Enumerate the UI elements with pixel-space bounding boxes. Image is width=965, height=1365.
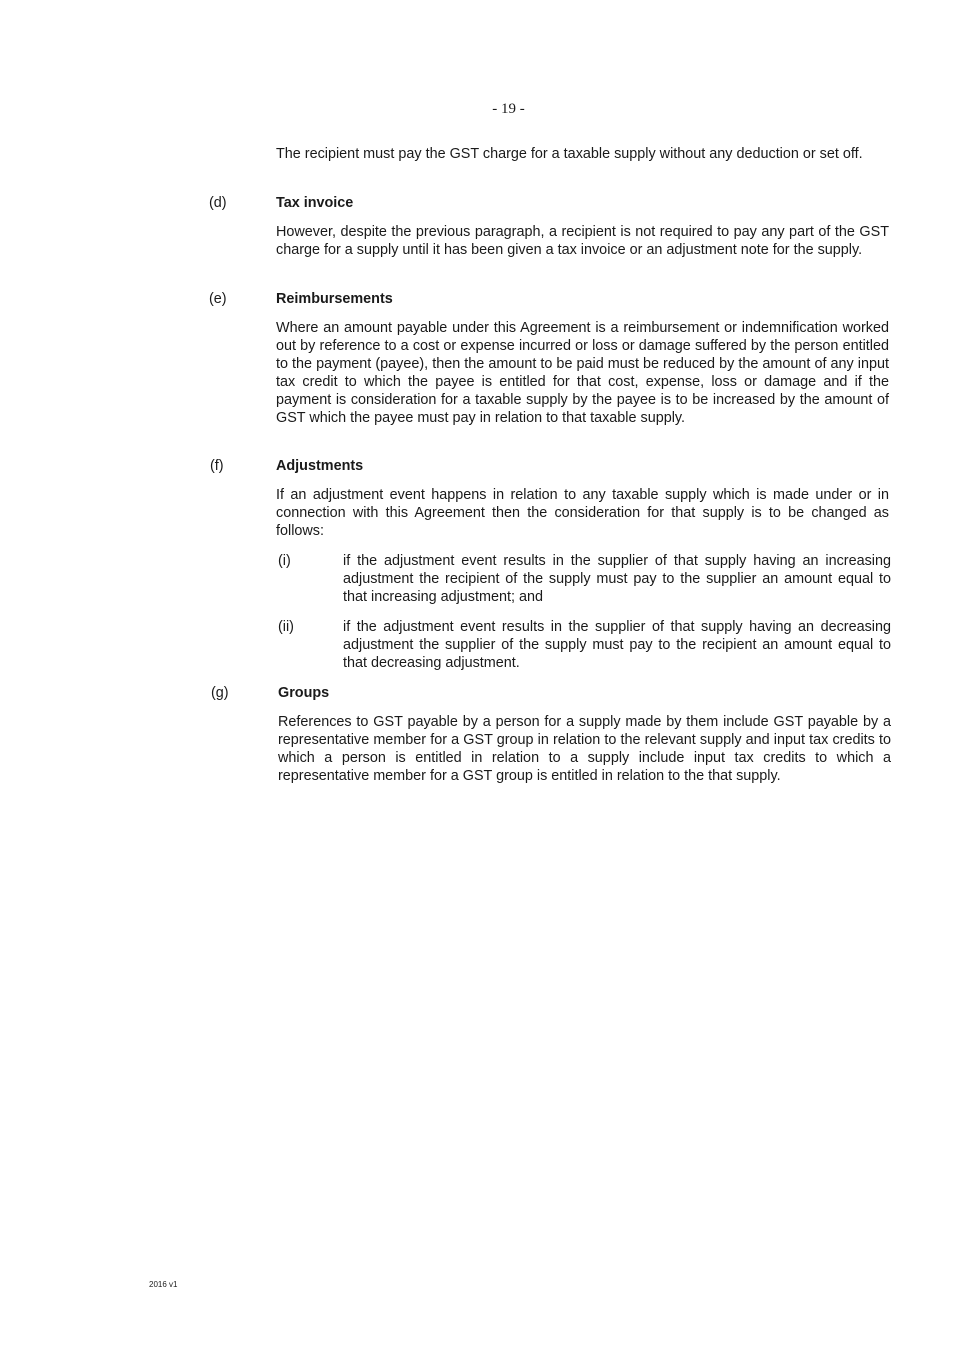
clause-e-label: (e) — [209, 291, 227, 307]
clause-d-label: (d) — [209, 195, 227, 211]
clause-f-item-1-label: (i) — [278, 553, 291, 569]
clause-f-label: (f) — [210, 458, 224, 474]
clause-d-text: However, despite the previous paragraph, a recipient is not required to pay any part of the GST charge for a supply until it has been given a tax invoice or an adjustment note for the supply. — [276, 224, 889, 258]
clause-g-label: (g) — [211, 685, 229, 701]
clause-f-item-2-text: if the adjustment event results in the supplier of that supply having an decreasing adjustment the supplier of the supply must pay to the recipient an amount equal to that decreasing adjustment. — [343, 619, 891, 671]
clause-f-heading: Adjustments — [276, 458, 364, 474]
footer-version: 2016 v1 — [149, 1280, 178, 1289]
clause-f-text: If an adjustment event happens in relation to any taxable supply which is made under or in connection with this Agreement then the consideration for that supply is to be changed as follows: — [276, 487, 889, 539]
clause-g-heading: Groups — [278, 685, 330, 701]
clause-d-heading: Tax invoice — [276, 195, 354, 211]
clause-e-heading: Reimbursements — [276, 291, 393, 307]
clause-f-item-2-label: (ii) — [278, 619, 294, 635]
clause-g-text: References to GST payable by a person for a supply made by them include GST payable by a representative member for a GST group in relation to the relevant supply and input tax credits to which a person is entitled in relation to a supply include input tax credits to which a representative member for a GST group is entitled in relation to the that supply. — [278, 714, 891, 784]
page-number: - 19 - — [492, 101, 525, 117]
clause-e-text: Where an amount payable under this Agreement is a reimbursement or indemnification worked out by reference to a cost or expense incurred or loss or damage suffered by the person entitled to the payment (payee), then the amount to be paid must be reduced by the amount of any input tax credit to which the payee is entitled for that cost, expense, loss or damage and if the payment is consideration for a taxable supply by the payee is to be increased by the amount of GST which the payee must pay in relation to that taxable supply. — [276, 320, 889, 426]
intro-paragraph: The recipient must pay the GST charge for a taxable supply without any deduction or set off. — [276, 146, 863, 162]
clause-f-item-1-text: if the adjustment event results in the supplier of that supply having an increasing adjustment the recipient of the supply must pay to the supplier an amount equal to that increasing adjustment; and — [343, 553, 891, 605]
